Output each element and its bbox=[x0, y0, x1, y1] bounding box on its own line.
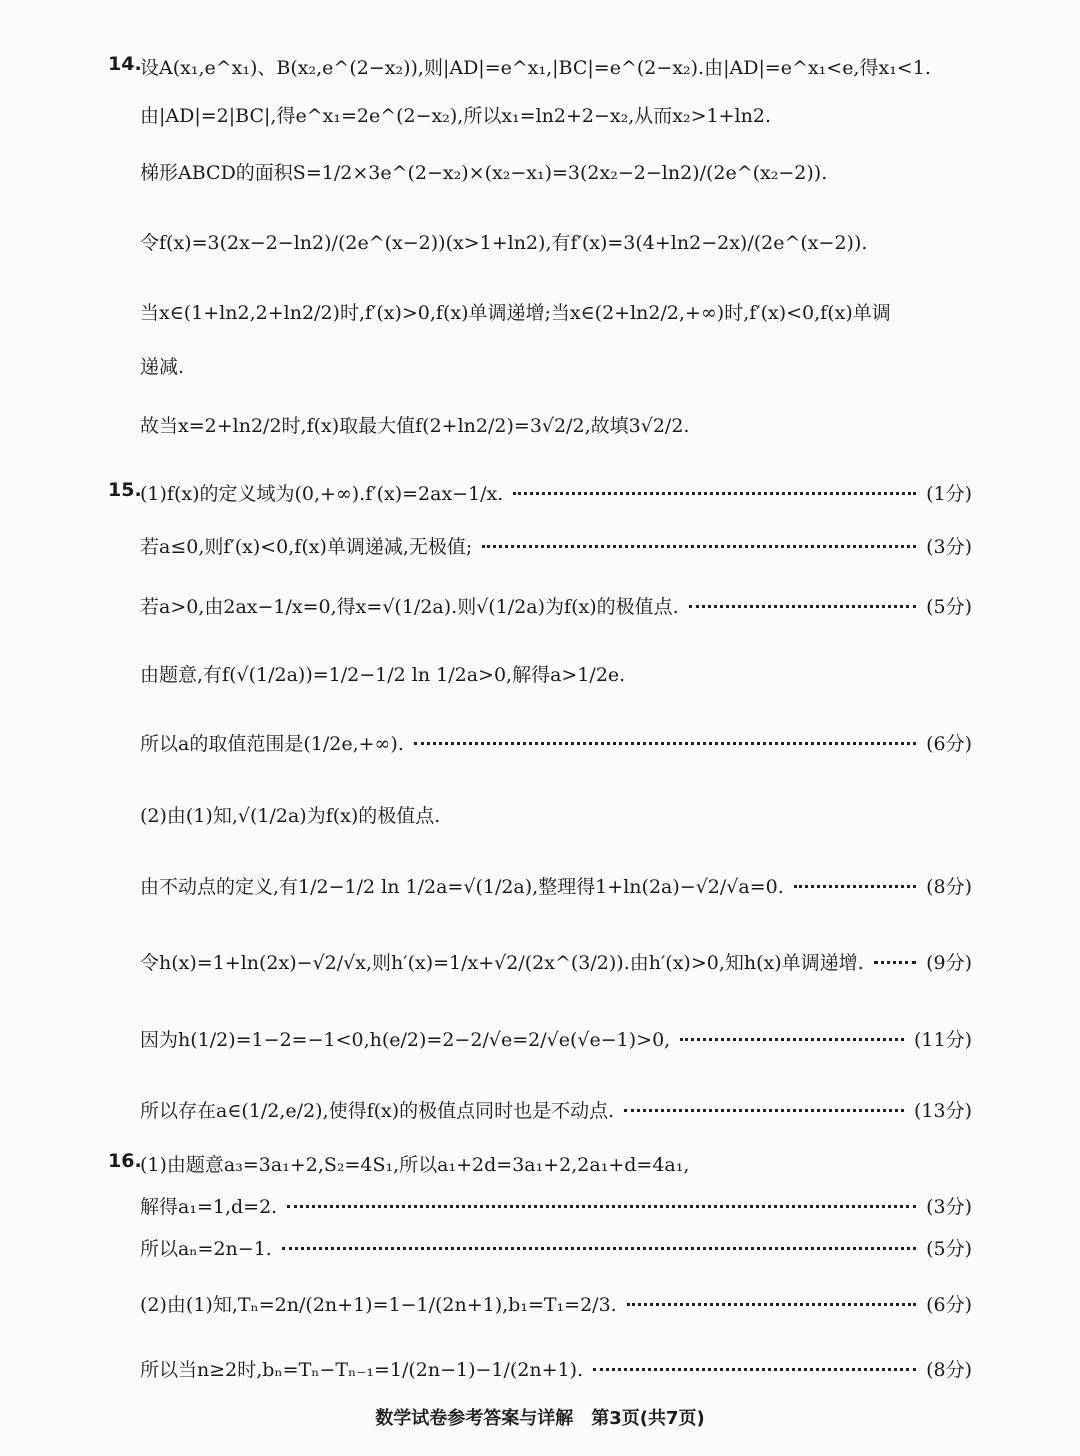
q16-line-2: 解得a₁=1,d=2. (3分) bbox=[140, 1192, 972, 1219]
q15-line-9: 因为h(1/2)=1−2=−1<0,h(e/2)=2−2/√e=2/√e(√e−1)>0, (11分) bbox=[140, 1025, 972, 1052]
dot-leader bbox=[627, 1303, 916, 1306]
score-label: (6分) bbox=[926, 1294, 972, 1316]
q16-line-1: (1)由题意a₃=3a₁+2,S₂=4S₁,所以a₁+2d=3a₁+2,2a₁+d=4a₁, bbox=[140, 1154, 690, 1176]
score-label: (3分) bbox=[926, 536, 972, 558]
score-label: (6分) bbox=[926, 733, 972, 755]
question-14-number: 14. bbox=[108, 53, 142, 75]
dot-leader bbox=[794, 885, 916, 888]
score-label: (5分) bbox=[926, 596, 972, 618]
score-label: (8分) bbox=[926, 1359, 972, 1381]
score-label: (3分) bbox=[926, 1196, 972, 1218]
score-label: (9分) bbox=[926, 952, 972, 974]
q16-line-4: (2)由(1)知,Tₙ=2n/(2n+1)=1−1/(2n+1),b₁=T₁=2/3. (6分) bbox=[140, 1290, 972, 1317]
q14-line-6: 递减. bbox=[140, 356, 185, 378]
q15-line-3: 若a>0,由2ax−1/x=0,得x=√(1/2a).则√(1/2a)为f(x)的极值点. (5分) bbox=[140, 592, 972, 619]
q14-line-4: 令f(x)=3(2x−2−ln2)/(2e^(x−2))(x>1+ln2),有f′(x)=3(4+ln2−2x)/(2e^(x−2)). bbox=[140, 232, 868, 254]
q14-line-3: 梯形ABCD的面积S=1/2×3e^(2−x₂)×(x₂−x₁)=3(2x₂−2−ln2)/(2e^(x₂−2)). bbox=[140, 162, 828, 184]
score-label: (1分) bbox=[926, 483, 972, 505]
question-15-number: 15. bbox=[108, 479, 142, 501]
dot-leader bbox=[593, 1368, 916, 1371]
q14-line-5: 当x∈(1+ln2,2+ln2/2)时,f′(x)>0,f(x)单调递增;当x∈(2+ln2/2,+∞)时,f′(x)<0,f(x)单调 bbox=[140, 302, 891, 324]
score-label: (13分) bbox=[913, 1100, 972, 1122]
q16-line-3: 所以aₙ=2n−1. (5分) bbox=[140, 1234, 972, 1261]
score-label: (5分) bbox=[926, 1238, 972, 1260]
dot-leader bbox=[482, 545, 916, 548]
q15-line-5: 所以a的取值范围是(1/2e,+∞). (6分) bbox=[140, 729, 972, 756]
q15-line-4: 由题意,有f(√(1/2a))=1/2−1/2 ln 1/2a>0,解得a>1/2e. bbox=[140, 664, 626, 686]
q15-line-6: (2)由(1)知,√(1/2a)为f(x)的极值点. bbox=[140, 805, 441, 827]
score-label: (8分) bbox=[926, 876, 972, 898]
dot-leader bbox=[624, 1109, 904, 1112]
dot-leader bbox=[282, 1247, 916, 1250]
dot-leader bbox=[287, 1205, 916, 1208]
q14-line-1: 设A(x₁,e^x₁)、B(x₂,e^(2−x₂)),则|AD|=e^x₁,|BC|=e^(2−x₂).由|AD|=e^x₁<e,得x₁<1. bbox=[140, 57, 931, 79]
question-16-number: 16. bbox=[108, 1150, 142, 1172]
dot-leader bbox=[414, 742, 916, 745]
dot-leader bbox=[874, 961, 916, 964]
q16-line-5: 所以当n≥2时,bₙ=Tₙ−Tₙ₋₁=1/(2n−1)−1/(2n+1). (8分) bbox=[140, 1355, 972, 1382]
q15-line-2: 若a≤0,则f′(x)<0,f(x)单调递减,无极值; (3分) bbox=[140, 532, 972, 559]
q15-line-1: (1)f(x)的定义域为(0,+∞).f′(x)=2ax−1/x. (1分) bbox=[140, 479, 972, 506]
dot-leader bbox=[513, 492, 916, 495]
score-label: (11分) bbox=[913, 1029, 972, 1051]
q15-line-7: 由不动点的定义,有1/2−1/2 ln 1/2a=√(1/2a),整理得1+ln(2a)−√2/√a=0. (8分) bbox=[140, 872, 972, 899]
q14-line-2: 由|AD|=2|BC|,得e^x₁=2e^(2−x₂),所以x₁=ln2+2−x₂,从而x₂>1+ln2. bbox=[140, 105, 771, 127]
dot-leader bbox=[680, 1038, 904, 1041]
dot-leader bbox=[689, 605, 916, 608]
page-footer: 数学试卷参考答案与详解 第3页(共7页) bbox=[375, 1408, 705, 1429]
q15-line-8: 令h(x)=1+ln(2x)−√2/√x,则h′(x)=1/x+√2/(2x^(3/2)).由h′(x)>0,知h(x)单调递增. (9分) bbox=[140, 948, 972, 975]
q15-line-10: 所以存在a∈(1/2,e/2),使得f(x)的极值点同时也是不动点. (13分) bbox=[140, 1096, 972, 1123]
q14-line-7: 故当x=2+ln2/2时,f(x)取最大值f(2+ln2/2)=3√2/2,故填3√2/2. bbox=[140, 415, 690, 437]
